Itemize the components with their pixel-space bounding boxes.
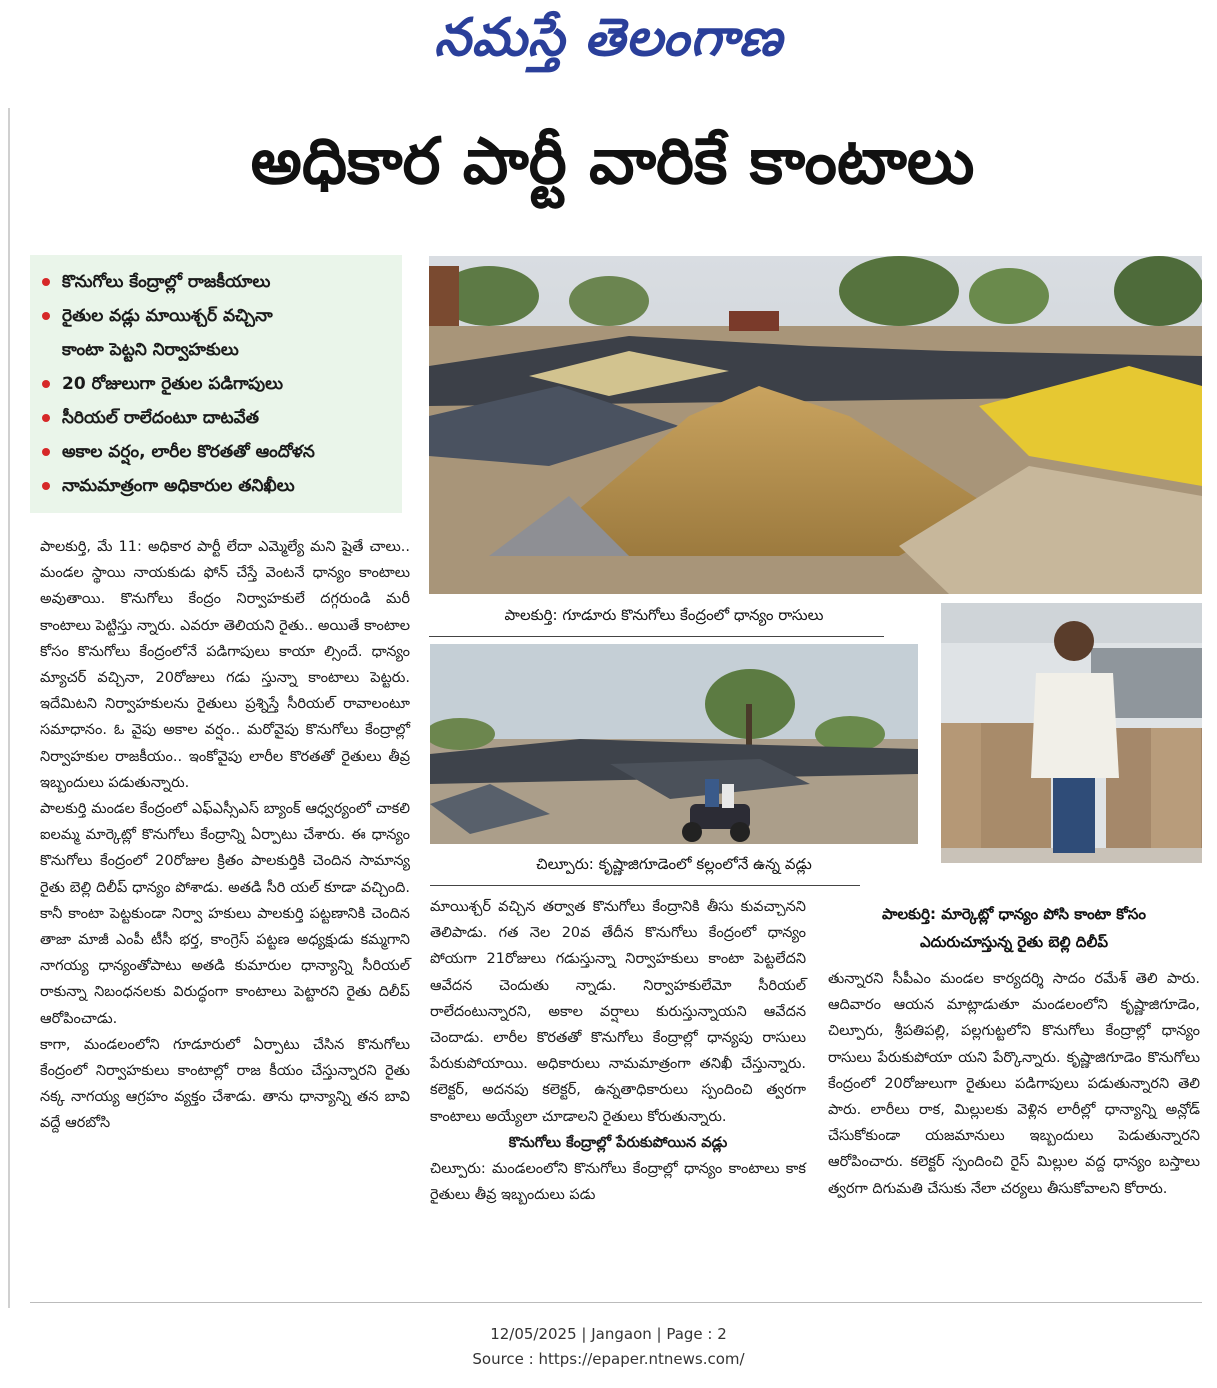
article-paragraph: చిల్పూరు: మండలంలోని కొనుగోలు కేంద్రాల్లో ధాన్యం కాంటాలు కాక రైతులు తీవ్ర ఇబ్బందులు పడు [430,1161,806,1204]
photo-farmer-dilip [941,603,1202,863]
highlight-item [42,469,394,503]
bullet-dot-icon [42,312,50,320]
bullet-dot-icon [42,448,50,456]
article-column-3 [828,966,1200,1202]
highlight-item [42,367,394,401]
photo3-caption-line1: పాలకుర్తి: మార్కెట్లో ధాన్యం పోసి కాంటా కోసం [881,905,1147,923]
article-subheading: కొనుగోలు కేంద్రాల్లో పేరుకుపోయిన వడ్లు [508,1134,728,1151]
highlight-item [42,265,394,299]
headline: అధికార పార్టీ వారికే కాంటాలు [250,125,975,199]
footer-date-edition: 12/05/2025 | Jangaon | Page : 2 [490,1325,727,1343]
highlight-item-continued [42,333,394,367]
article-paragraph: తున్నారని సీపీఎం మండల కార్యదర్శి సాదం రమేశ్ తెలి పారు. ఆదివారం ఆయన మాట్లాడుతూ మండలంలోని కృష్ణాజిగూడెం, చిల్పూరు, శ్రీపతిపల్లి, పల్లగుట్టలోని కొనుగోలు కేంద్రాల్లో ధాన్యం రాసులు పేరుకుపోయా యని పేర్కొన్నారు. కృష్ణాజిగూడెం కొనుగోలు కేంద్రంలో 20రోజులుగా రైతులు పడిగాపులు పడుతున్నారని తెలి పారు. లారీలు రాక, మిల్లులకు వెళ్లిన లారీల్లో ధాన్యాన్ని అన్లోడ్ చేసుకోకుండా యజమానులు ఇబ్బందులు పెడుతున్నారని ఆరోపించారు. కలెక్టర్ స్పందించి రైస్ మిల్లుల వద్ద ధాన్యం బస్తాలు త్వరగా దిగుమతి చేసుకు నేలా చర్యలు తీసుకోవాలని కోరారు. [828,971,1200,1197]
article-paragraph: పాలకుర్తి మండల కేంద్రంలో ఎఫ్ఎస్సీఎస్ బ్యాంక్ ఆధ్వర్యంలో చాకలి ఐలమ్మ మార్కెట్లో కొనుగోలు కేంద్రాన్ని ఏర్పాటు చేశారు. ఈ ధాన్యం కొనుగోలు కేంద్రంలో 20రోజుల క్రితం పాలకుర్తికి చెందిన సామాన్య రైతు బెల్లి దిలీప్ ధాన్యం పోశాడు. అతడి సీరి యల్ కూడా వచ్చింది. కానీ కాంటా పెట్టకుండా నిర్వా హకులు పాలకుర్తి పట్టణానికి చెందిన తాజా మాజీ ఎంపీ టీసీ భర్త, కాంగ్రెస్ పట్టణ అధ్యక్షుడు కమ్మగాని నాగయ్య ధాన్యంతోపాటు అతడి కుమారుల ధాన్యాన్ని సీరియల్ రాకున్నా నిబంధనలకు విరుద్ధంగా కాంటాలు పెట్టారని రైతు దిలీప్ ఆరోపించాడు. [40,801,410,1027]
highlights-box [30,255,402,513]
article-column-2 [430,894,806,1208]
highlight-item [42,401,394,435]
footer-source-link[interactable]: Source : https://epaper.ntnews.com/ [472,1350,745,1368]
bullet-dot-icon [42,380,50,388]
highlight-text: నామమాత్రంగా అధికారుల తనిఖీలు [62,476,295,496]
article-paragraph: కాగా, మండలంలోని గూడూరులో ఏర్పాటు చేసిన కొనుగోలు కేంద్రంలో నిర్వాహకులు కాంటాల్లో రాజ కీయం చేస్తున్నారని రైతు నక్క నాగయ్య ఆగ్రహం వ్యక్తం చేశాడు. తాను ధాన్యాన్ని తన బావి వద్దే ఆరబోసి [40,1036,410,1132]
bullet-dot-icon [42,278,50,286]
article-paragraph: పాలకుర్తి, మే 11: అధికార పార్టీ లేదా ఎమ్మెల్యే మని షైతే చాలు.. మండల స్థాయి నాయకుడు ఫోన్ చేస్తే వెంటనే ధాన్యం కాంటాలు అవుతాయి. కొనుగోలు కేంద్రం నిర్వాహకులే దగ్గరుండి మరీ కాంటాలు పెట్టిస్తు న్నారు. ఎవరూ తెలియని రైతు.. అయితే కాంటాల కోసం కొనుగోలు కేంద్రంలోనే పడిగాపులు కాయా ల్సిందే. ధాన్యం మ్యాచర్ వచ్చినా, 20రోజులు గడు స్తున్నా కాంటాలు పెట్టరు. ఇదేమిటని నిర్వాహకులను రైతులు ప్రశ్నిస్తే సీరియల్ రావాలంటూ సమాధానం. ఓ వైపు అకాల వర్షం.. మరోవైపు కొనుగోలు కేంద్రాల్లో నిర్వాహకుల రాజకీయం.. ఇంకోవైపు లారీల కొరతతో రైతులు తీవ్ర ఇబ్బందులు పడుతున్నారు. [40,539,410,791]
caption-rule [430,885,860,886]
bullet-dot-icon [42,414,50,422]
photo-threshing-floor [430,644,918,844]
caption-rule [429,636,884,637]
masthead-logo [0,4,1217,72]
highlight-item [42,435,394,469]
highlight-text: రైతుల వడ్లు మాయిశ్చర్ వచ్చినా [62,306,273,326]
highlight-text: అకాల వర్షం, లారీల కొరతతో ఆందోళన [62,442,315,462]
highlight-text: కొనుగోలు కేంద్రాల్లో రాజకీయాలు [62,272,271,292]
left-border-rule [8,108,10,1308]
photo1-caption: పాలకుర్తి: గూడూరు కొనుగోలు కేంద్రంలో ధాన్యం రాసులు [504,606,824,624]
bullet-dot-icon [42,482,50,490]
photo3-caption-line2: ఎదురుచూస్తున్న రైతు బెల్లి దిలీప్ [919,933,1109,951]
highlight-item [42,299,394,333]
highlight-text: కాంటా పెట్టని నిర్వాహకులు [62,340,239,360]
article-paragraph: మాయిశ్చర్ వచ్చిన తర్వాత కొనుగోలు కేంద్రానికి తీసు కువచ్చానని తెలిపాడు. గత నెల 20వ తేదీన కొనుగోలు కేంద్రంలో ధాన్యం పోయగా 21రోజులు గడుస్తున్నా నిర్వాహకులు కాంటా పెట్టలేదని ఆవేదన చెందుతు న్నాడు. నిర్వాహకులేమో సీరియల్ రాలేదంటున్నారని, అకాల వర్షాలు కురుస్తున్నాయని ఆవేదన చెందాడు. లారీల కొరతతో కొనుగోలు కేంద్రాల్లో ధాన్యపు రాసులు పేరుకుపోయాయి. అధికారులు నామమాత్రంగా తనిఖీ చేస్తున్నారు. కలెక్టర్, అదనపు కలెక్టర్, ఉన్నతాధికారులు స్పందించి త్వరగా కాంటాలు అయ్యేలా చూడాలని రైతులు కోరుతున్నారు. [430,899,806,1125]
article-column-1 [40,534,410,1137]
bottom-rule [30,1302,1202,1303]
masthead-title: నమస్తే తెలంగాణ [434,7,783,68]
photo-grain-heaps [429,256,1202,594]
highlight-text: సీరియల్ రాలేదంటూ దాటవేత [62,408,259,428]
highlight-text: 20 రోజులుగా రైతుల పడిగాపులు [62,374,284,394]
photo2-caption: చిల్పూరు: కృష్ణాజిగూడెంలో కల్లంలోనే ఉన్న వడ్లు [536,855,812,873]
